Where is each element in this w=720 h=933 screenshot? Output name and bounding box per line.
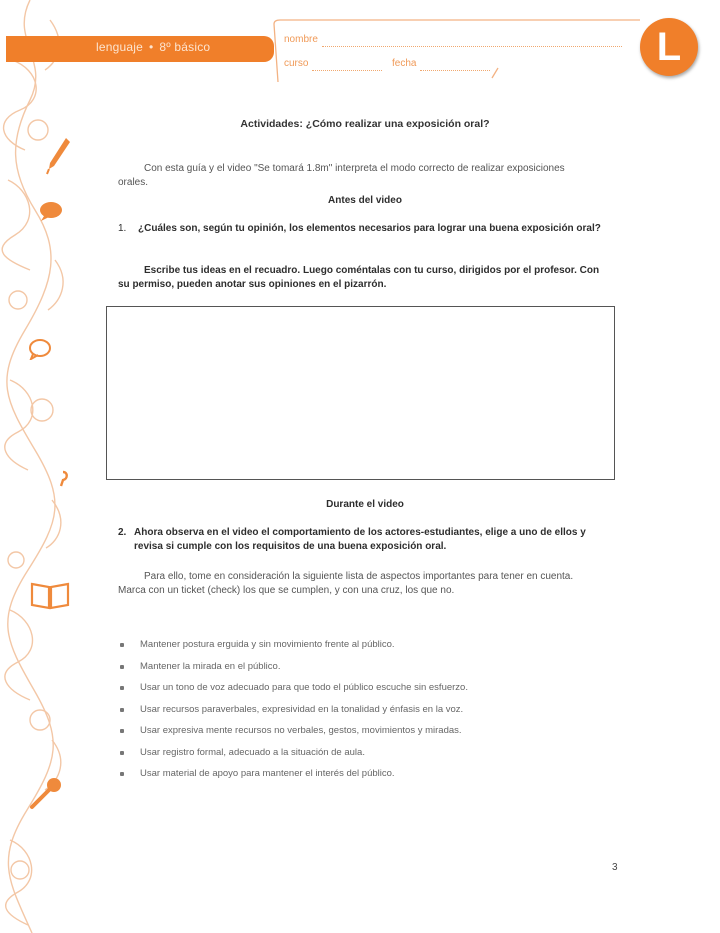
checklist — [118, 638, 598, 789]
intro-paragraph: Con esta guía y el video "Se tomará 1.8m" interpreta el modo correcto de realizar exposiciones orales. — [118, 163, 565, 188]
section-heading-before: Antes del video — [328, 195, 402, 206]
list-item: Usar material de apoyo para mantener el interés del público. — [118, 767, 598, 789]
name-field[interactable] — [322, 46, 622, 47]
subject-label — [96, 40, 210, 54]
section-heading-during: Durante el video — [326, 499, 404, 510]
date-field-label: fecha — [392, 58, 417, 69]
list-item: Mantener la mirada en el público. — [118, 660, 598, 682]
list-item: Usar expresiva mente recursos no verbales, gestos, movimientos y miradas. — [118, 724, 598, 746]
microphone-icon — [28, 776, 64, 810]
pen-icon — [44, 136, 72, 176]
student-info-frame — [272, 18, 642, 84]
page-number: 3 — [612, 862, 618, 873]
question-1-text: ¿Cuáles son, según tu opinión, los elementos necesarios para lograr una buena exposición oral? — [138, 223, 601, 234]
question-2-text: Ahora observa en el video el comportamiento de los actores-estudiantes, elige a uno de ellos y revisa si cumple con los requisitos de una buena exposición oral. — [134, 527, 586, 552]
page-title: Actividades: ¿Cómo realizar una exposición oral? — [240, 118, 490, 130]
chat-bubble-icon — [28, 338, 52, 360]
date-field[interactable] — [420, 70, 490, 71]
question-2-number: 2. — [118, 527, 127, 538]
course-field-label: curso — [284, 58, 309, 69]
question-1-number: 1. — [118, 223, 127, 234]
subject-level: 8º básico — [159, 40, 211, 54]
answer-box[interactable] — [106, 306, 615, 480]
name-field-label: nombre — [284, 34, 318, 45]
list-item: Usar recursos paraverbales, expresividad en la tonalidad y énfasis en la voz. — [118, 703, 598, 725]
subject-name: lenguaje — [96, 40, 143, 54]
question-2-instruction: Para ello, tome en consideración la siguiente lista de aspectos importantes para tener en cuenta. Marca con un ticket (check) los que se cumplen, y con una cruz, los que no. — [118, 571, 574, 596]
open-book-icon — [30, 580, 70, 610]
quote-mark-icon — [56, 470, 70, 488]
question-1-instruction: Escribe tus ideas en el recuadro. Luego coméntalas con tu curso, dirigidos por el profesor. Con su permiso, pueden anotar sus opiniones en el pizarrón. — [118, 265, 600, 290]
subject-badge: L — [640, 18, 698, 76]
speech-bubble-icon — [38, 200, 64, 222]
course-field[interactable] — [312, 70, 382, 71]
subject-separator: • — [148, 40, 154, 54]
list-item: Mantener postura erguida y sin movimiento frente al público. — [118, 638, 598, 660]
list-item: Usar un tono de voz adecuado para que todo el público escuche sin esfuerzo. — [118, 681, 598, 703]
list-item: Usar registro formal, adecuado a la situación de aula. — [118, 746, 598, 768]
